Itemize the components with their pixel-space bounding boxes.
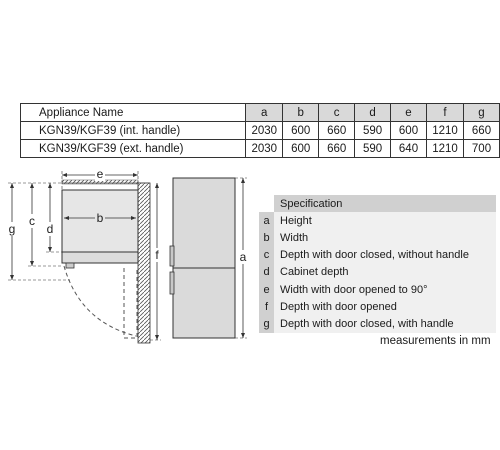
label-b: b — [96, 211, 104, 225]
label-g: g — [8, 222, 16, 236]
col-g-header: g — [464, 104, 500, 122]
specification-legend — [259, 195, 496, 333]
label-e: e — [96, 167, 104, 181]
list-item — [259, 281, 496, 298]
wall-hatch — [138, 183, 150, 343]
label-d: d — [46, 222, 54, 236]
col-e-header: e — [391, 104, 427, 122]
specification-header-row — [259, 195, 496, 212]
value-e: 640 — [391, 140, 427, 158]
col-b-header: b — [283, 104, 319, 122]
spec-label: Height — [274, 212, 496, 229]
list-item — [259, 247, 496, 264]
spec-letter: g — [259, 315, 274, 332]
value-b: 600 — [283, 140, 319, 158]
label-c: c — [29, 214, 35, 228]
door-closed — [62, 252, 138, 263]
spec-letter: d — [259, 264, 274, 281]
spec-letter: e — [259, 281, 274, 298]
list-item — [259, 315, 496, 332]
col-d-header: d — [355, 104, 391, 122]
value-a: 2030 — [246, 122, 283, 140]
value-b: 600 — [283, 122, 319, 140]
col-f-header: f — [426, 104, 463, 122]
spec-label: Cabinet depth — [274, 264, 496, 281]
value-a: 2030 — [246, 140, 283, 158]
handle — [66, 263, 74, 268]
top-view — [6, 167, 163, 343]
specification-title: Specification — [274, 195, 496, 212]
lower-handle — [170, 272, 174, 294]
list-item — [259, 229, 496, 246]
appliance-name: KGN39/KGF39 (int. handle) — [21, 122, 246, 140]
spec-label: Depth with door opened — [274, 298, 496, 315]
value-g: 660 — [464, 122, 500, 140]
value-d: 590 — [355, 140, 391, 158]
label-a: a — [239, 250, 247, 264]
spec-letter: b — [259, 229, 274, 246]
value-c: 660 — [319, 140, 355, 158]
col-c-header: c — [319, 104, 355, 122]
value-f: 1210 — [426, 140, 463, 158]
value-d: 590 — [355, 122, 391, 140]
spec-label: Width — [274, 229, 496, 246]
door-swing-arc — [64, 266, 136, 336]
label-f: f — [155, 248, 159, 262]
appliance-name-header: Appliance Name — [21, 104, 246, 122]
units-note: measurements in mm — [380, 335, 491, 347]
value-e: 600 — [391, 122, 427, 140]
upper-handle — [170, 246, 174, 266]
spec-letter: a — [259, 212, 274, 229]
spec-letter: c — [259, 247, 274, 264]
fridge-dimension-diagram — [0, 0, 260, 360]
fridge-side-body — [173, 178, 235, 338]
value-g: 700 — [464, 140, 500, 158]
spec-letter: f — [259, 298, 274, 315]
value-f: 1210 — [426, 122, 463, 140]
list-item — [259, 298, 496, 315]
door-open-outline — [124, 268, 137, 338]
list-item — [259, 264, 496, 281]
spec-label: Width with door opened to 90° — [274, 281, 496, 298]
col-a-header: a — [246, 104, 283, 122]
spec-label: Depth with door closed, without handle — [274, 247, 496, 264]
appliance-name: KGN39/KGF39 (ext. handle) — [21, 140, 246, 158]
list-item — [259, 212, 496, 229]
value-c: 660 — [319, 122, 355, 140]
spec-label: Depth with door closed, with handle — [274, 315, 496, 332]
side-view — [170, 178, 249, 338]
